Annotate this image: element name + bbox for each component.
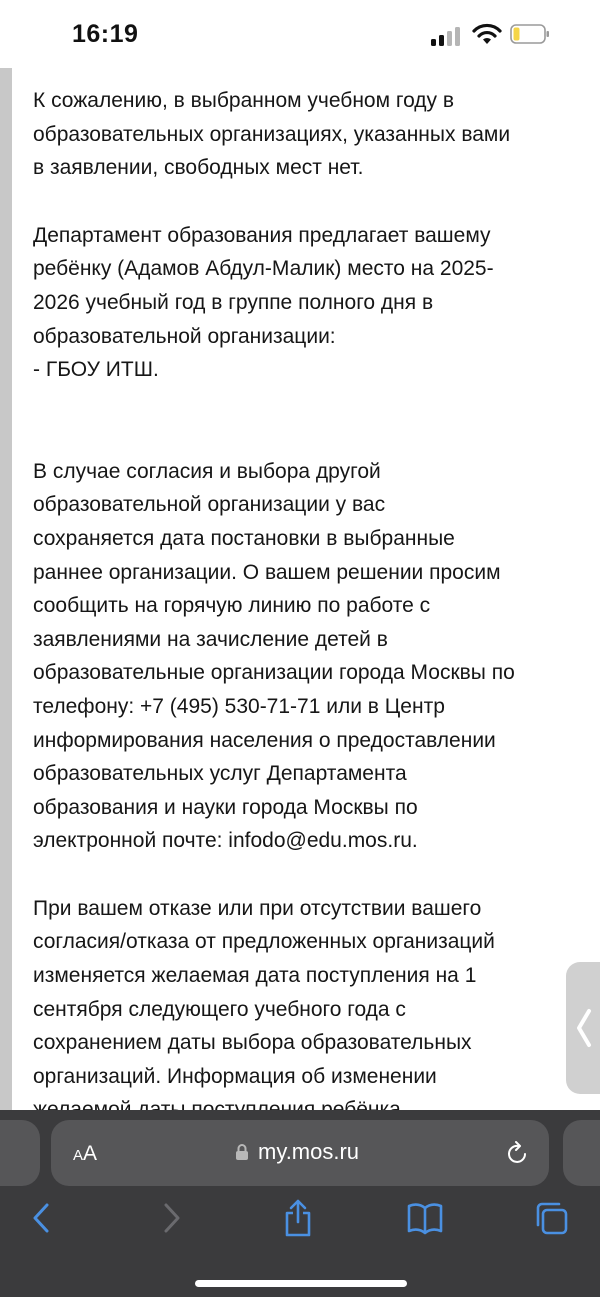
browser-nav-row xyxy=(0,1198,600,1242)
home-indicator xyxy=(195,1280,407,1287)
previous-tab-peek[interactable] xyxy=(0,1120,40,1186)
lock-icon xyxy=(235,1143,249,1161)
message-body xyxy=(33,84,593,1127)
message-paragraph-offer: Департамент образования предлагает вашему ребёнку (Адамов Абдул-Малик) место на 2025- 2026 учебный год в группе полного дня в образовательной организации: - ГБОУ ИТШ. xyxy=(33,223,494,382)
text-size-button[interactable] xyxy=(73,1142,97,1166)
book-icon[interactable] xyxy=(406,1198,444,1238)
page-left-edge xyxy=(0,68,12,1110)
side-back-tab[interactable] xyxy=(566,962,600,1094)
message-paragraph-consent: В случае согласия и выбора другой образовательной организации у вас сохраняется дата постановки в выбранные раннее организации. О вашем решении просим сообщить на горячую линию по работе с заявлениями на зачисление детей в образовательные организации города Москвы по телефону: +7 (495) 530-71-71 или в Центр информирования населения о предоставлении образовательных услуг Департамента образования и науки города Москвы по электронной почте: infodo@edu.mos.ru. xyxy=(33,459,515,853)
cellular-signal-icon xyxy=(431,26,465,46)
forward-arrow-icon[interactable] xyxy=(161,1198,183,1238)
status-bar xyxy=(0,0,600,68)
back-arrow-icon[interactable] xyxy=(30,1198,52,1238)
text-size-big-label: A xyxy=(83,1142,98,1165)
next-tab-peek[interactable] xyxy=(563,1120,600,1186)
tabs-icon[interactable] xyxy=(534,1198,570,1238)
wifi-icon xyxy=(472,22,502,46)
battery-icon xyxy=(510,24,550,44)
chevron-left-icon xyxy=(574,1008,594,1048)
status-time: 16:19 xyxy=(72,20,139,48)
address-bar[interactable] xyxy=(51,1120,549,1186)
reload-icon[interactable] xyxy=(506,1140,530,1166)
message-paragraph-refusal: При вашем отказе или при отсутствии вашего согласия/отказа от предложенных организаций изменяется желаемая дата поступления на 1 сентября следующего учебного года с сохранением даты выбора образовательных организаций. Информация об изменении xyxy=(33,896,495,1088)
text-size-small-label: A xyxy=(73,1147,84,1164)
browser-toolbar xyxy=(0,1110,600,1297)
message-paragraph-no-places: К сожалению, в выбранном учебном году в образовательных организациях, указанных вами в заявлении, свободных мест нет. xyxy=(33,89,511,180)
share-icon[interactable] xyxy=(282,1198,314,1238)
url-text: my.mos.ru xyxy=(258,1139,360,1164)
